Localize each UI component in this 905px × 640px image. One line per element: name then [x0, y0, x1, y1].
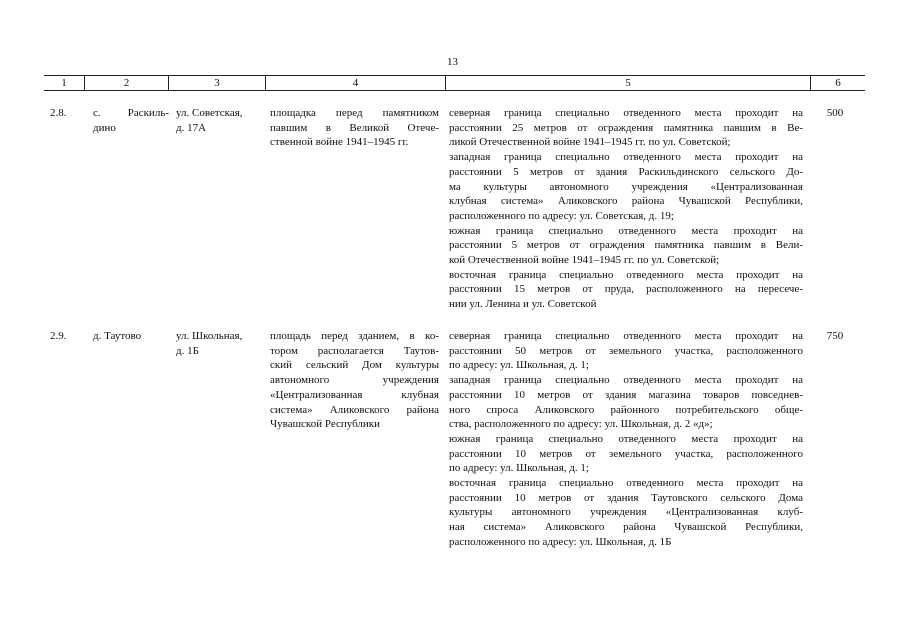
row-object: [270, 329, 439, 432]
row-boundaries-line: кой Отечественной войне 1941–1945 гг. по ул. Советской;: [449, 254, 720, 267]
row-address: [176, 106, 262, 135]
row-boundaries-line: расстоянии 15 метров от пруда, расположенного на пересече-: [449, 283, 803, 296]
row-area: 500: [826, 107, 844, 119]
row-boundaries: [449, 329, 803, 550]
row-address-line: ул. Советская,: [176, 107, 243, 119]
page-number: 13: [447, 56, 458, 68]
row-boundaries-line: ликой Отечественной войне 1941–1945 гг. по ул. Советской;: [449, 136, 731, 149]
row-boundaries-line: расстоянии 5 метров от здания Раскильдинского сельского До-: [449, 165, 803, 178]
row-object-line: площадка перед памятником: [270, 107, 439, 119]
row-boundaries-line: расстоянии 25 метров от ограждения памятника павшим в Ве-: [449, 121, 803, 134]
table-header: [44, 75, 865, 91]
row-boundaries-line: расположенного по адресу: ул. Советская, д. 19;: [449, 209, 674, 222]
row-boundaries-line: северная граница специально отведенного места проходит на: [449, 107, 803, 119]
row-boundaries-line: нии ул. Ленина и ул. Советской: [449, 298, 597, 311]
row-boundaries-line: восточная граница специально отведенного места проходит на: [449, 268, 803, 281]
row-place: [93, 329, 169, 344]
header-col-5: 5: [445, 76, 810, 90]
row-boundaries-line: южная граница специально отведенного места проходит на: [449, 224, 803, 237]
row-boundaries-line: культуры автономного учреждения «Централизованная клуб-: [449, 506, 803, 519]
row-number: 2.9.: [50, 330, 67, 342]
row-boundaries-line: расстоянии 10 метров от здания магазина товаров повседнев-: [449, 388, 803, 401]
header-col-4: 4: [265, 76, 445, 90]
row-boundaries-line: ного спроса Аликовского районного потребительского обще-: [449, 403, 803, 416]
row-boundaries-line: клубная система» Аликовского района Чувашской Республики,: [449, 195, 803, 208]
header-col-2: 2: [84, 76, 168, 90]
row-object-line: автономного учреждения: [270, 374, 439, 387]
row-boundaries-line: ная система» Аликовского района Чувашской Республики,: [449, 521, 803, 534]
row-object-line: площадь перед зданием, в ко-: [270, 330, 439, 342]
row-boundaries-line: расстоянии 50 метров от земельного участка, расположенного: [449, 344, 803, 357]
row-boundaries-line: восточная граница специально отведенного места проходит на: [449, 477, 803, 490]
row-boundaries-line: расстоянии 10 метров от земельного участка, расположенного: [449, 447, 803, 460]
row-area: 750: [826, 330, 844, 342]
row-address-line: д. 17А: [176, 121, 207, 134]
row-boundaries-line: расположенного по адресу: ул. Школьная, д. 1Б: [449, 535, 672, 548]
row-boundaries-line: западная граница специально отведенного места проходит на: [449, 374, 803, 387]
row-object-line: тором располагается Таутов-: [270, 344, 439, 357]
row-object-line: ский сельский Дом культуры: [270, 359, 439, 372]
row-boundaries-line: ства, расположенного по адресу: ул. Школьная, д. 2 «д»;: [449, 418, 713, 431]
row-address-line: д. 1Б: [176, 344, 199, 357]
row-boundaries-line: расстоянии 5 метров от ограждения памятника павшим в Вели-: [449, 239, 803, 252]
row-object-line: «Централизованная клубная: [270, 388, 439, 401]
row-boundaries: [449, 106, 803, 312]
row-place-line: д. Таутово: [93, 330, 142, 342]
row-boundaries-line: по адресу: ул. Школьная, д. 1;: [449, 359, 589, 372]
row-object-line: ственной войне 1941–1945 гг.: [270, 136, 409, 149]
row-boundaries-line: северная граница специально отведенного места проходит на: [449, 330, 803, 342]
header-col-3: 3: [168, 76, 265, 90]
row-object: [270, 106, 439, 150]
row-boundaries-line: западная граница специально отведенного места проходит на: [449, 151, 803, 164]
row-boundaries-line: южная граница специально отведенного места проходит на: [449, 432, 803, 445]
row-boundaries-line: ма культуры автономного учреждения «Централизованная: [449, 180, 803, 193]
row-address-line: ул. Школьная,: [176, 330, 243, 342]
row-object-line: Чувашской Республики: [270, 418, 381, 431]
row-place-line: дино: [93, 121, 116, 134]
header-col-6: 6: [810, 76, 865, 90]
row-place: [93, 106, 169, 135]
row-object-line: система» Аликовского района: [270, 403, 439, 416]
row-number: 2.8.: [50, 107, 67, 119]
header-col-1: 1: [61, 77, 67, 89]
row-boundaries-line: по адресу: ул. Школьная, д. 1;: [449, 462, 589, 475]
row-place-line: с. Раскиль-: [93, 107, 169, 119]
row-boundaries-line: расстоянии 10 метров от здания Таутовского сельского Дома: [449, 491, 803, 504]
row-object-line: павшим в Великой Отече-: [270, 121, 439, 134]
row-address: [176, 329, 262, 358]
